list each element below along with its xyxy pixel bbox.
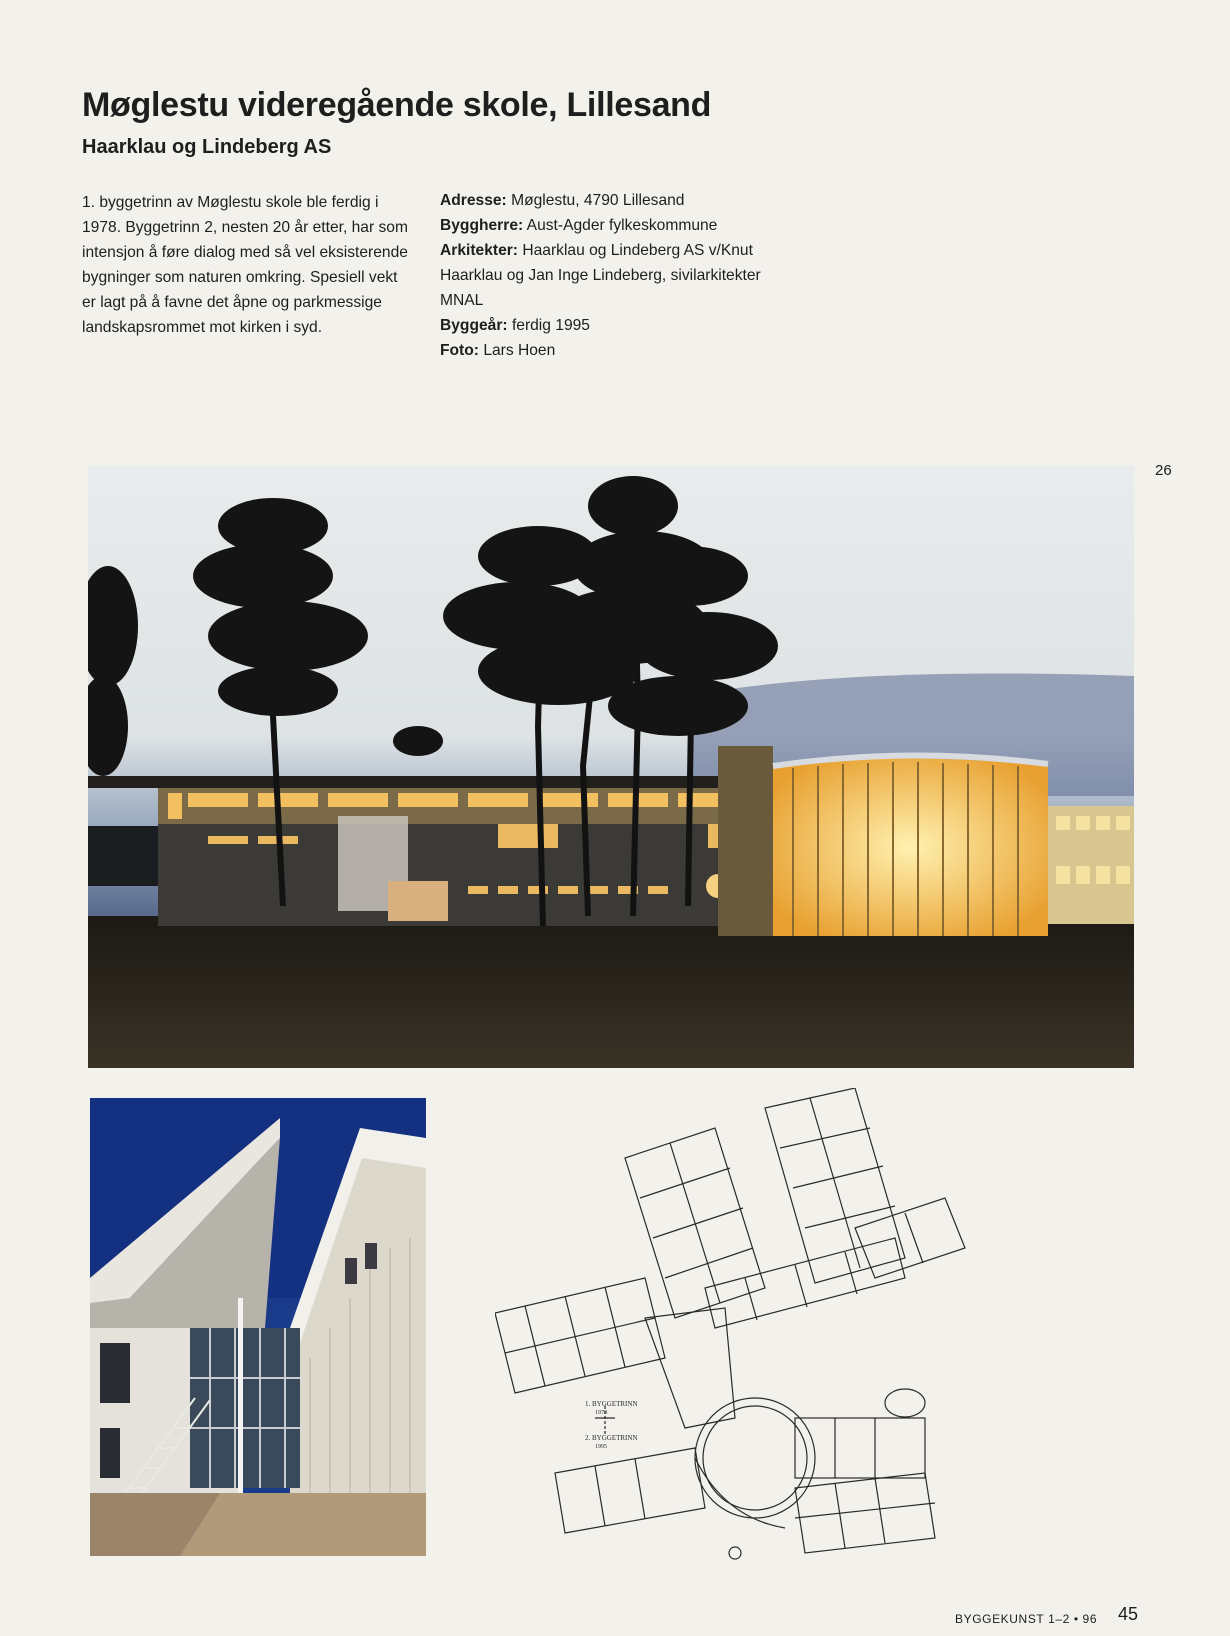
project-facts (440, 188, 780, 363)
architect-firm: Haarklau og Lindeberg AS (82, 136, 332, 158)
fact-architects: Arkitekter: Haarklau og Lindeberg AS v/Knut Haarklau og Jan Inge Lindeberg, sivilarkitekter MNAL (440, 242, 761, 309)
figure-number: 26 (1155, 462, 1172, 479)
plan-label-stage1-year: 1978 (595, 1410, 607, 1416)
plan-label-stage2-year: 1995 (595, 1444, 607, 1450)
fact-photo: Foto: Lars Hoen (440, 342, 556, 359)
entrance-photo (90, 1098, 426, 1556)
plan-label-stage2: 2. BYGGETRINN (585, 1434, 638, 1442)
magazine-footer: BYGGEKUNST 1–2 • 96 (955, 1612, 1098, 1626)
floor-plan (495, 1088, 990, 1564)
plan-label-stage1: 1. BYGGETRINN (585, 1400, 638, 1408)
fact-address: Adresse: Møglestu, 4790 Lillesand (440, 192, 685, 209)
fact-year: Byggeår: ferdig 1995 (440, 317, 590, 334)
main-photo (88, 466, 1134, 1068)
page-number: 45 (1118, 1604, 1139, 1624)
intro-text: 1. byggetrinn av Møglestu skole ble ferdig i 1978. Byggetrinn 2, nesten 20 år etter, har som intensjon å føre dialog med så vel eksisterende bygninger som naturen omkring. Spesiell vekt er lagt på å favne det åpne og parkmessige landskapsrommet mot kirken i syd. (82, 194, 408, 336)
fact-client: Byggherre: Aust-Agder fylkeskommune (440, 217, 718, 234)
article-title: Møglestu videregående skole, Lillesand (82, 86, 712, 124)
